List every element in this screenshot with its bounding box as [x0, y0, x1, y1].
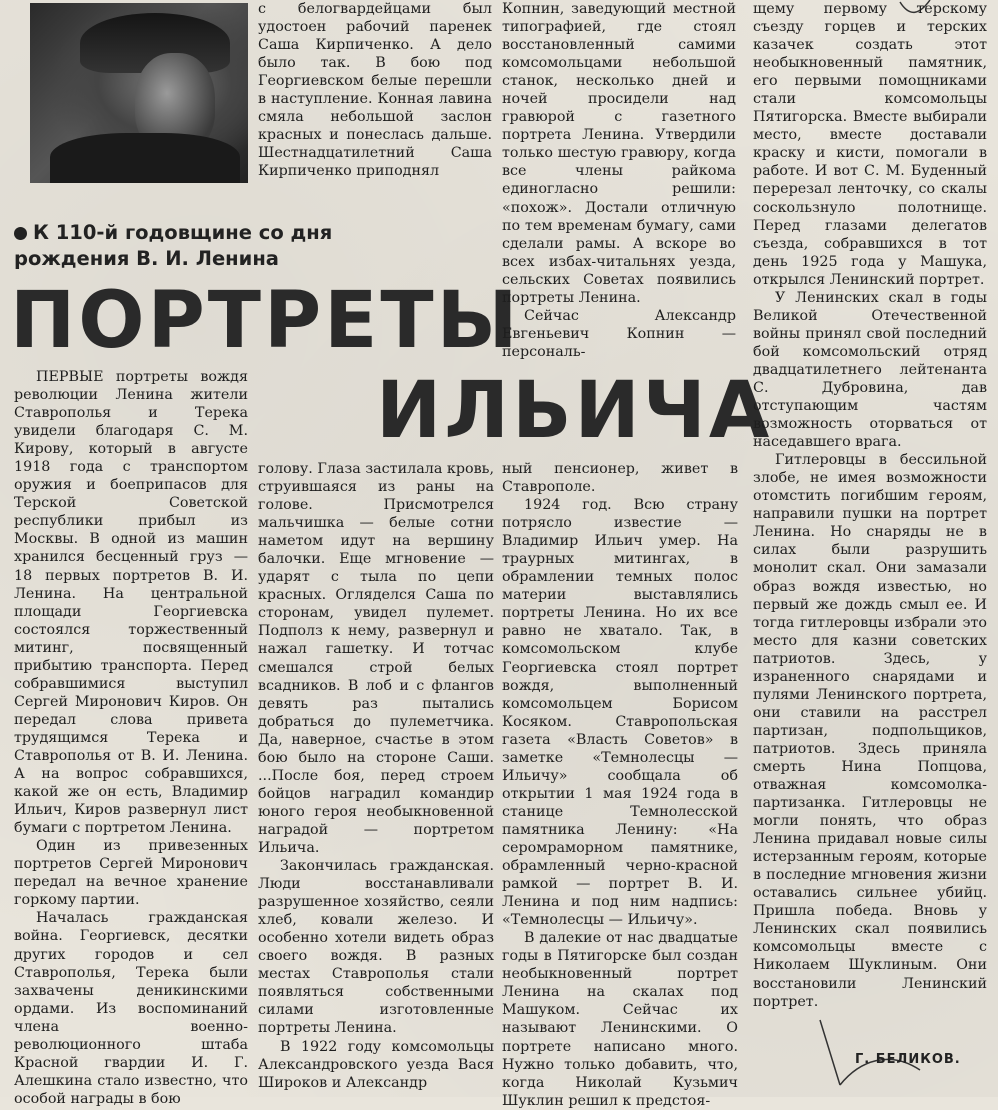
rubric-text: К 110-й годовщине со дня рождения В. И. Ленина	[14, 221, 333, 270]
article-rubric	[14, 220, 374, 272]
bullet-icon	[14, 227, 27, 240]
column-2-top	[258, 0, 492, 180]
column-3-bottom	[502, 460, 738, 1110]
paragraph: ПЕРВЫЕ портреты вождя революции Ленина жители Ставрополья и Терека увидели благодаря С. М. Кирову, который в августе 1918 года с транспортом оружия и боеприпасов для Терской Советской республики прибыл из Москвы. В одной из машин хранился бесценный груз — 18 первых портретов В. И. Ленина. На центральной площади Георгиевска состоялся торжественный митинг, посвященный прибытию транспорта. Перед собравшимися выступил Сергей Миронович Киров. Он передал слова привета трудящимся Терека и Ставрополья от В. И. Ленина. А на вопрос собравшихся, какой же он есть, Владимир Ильич, Киров развернул лист бумаги с портретом Ленина.	[14, 369, 248, 837]
paragraph: щему первому терскому съезду горцев и терских казачек создать этот необыкновенный памятник, его первыми помощниками стали комсомольцы Пятигорска. Вместе выбирали место, вместе доставали краску и кисти, помогали в работе. И вот С. М. Буденный перерезал ленточку, со скалы соскользнуло полотнище. Перед глазами делегатов съезда, собравшихся в тот день 1925 года у Машука, открылся Ленинский портрет.	[753, 1, 987, 288]
paragraph: В 1922 году комсомольцы Александровского уезда Вася Широков и Александр	[258, 1038, 494, 1091]
paragraph: Сейчас Александр Евгеньевич Копнин — персональ-	[502, 307, 736, 360]
photo-body-shape	[50, 133, 240, 183]
paragraph: Закончилась гражданская. Люди восстанавливали разрушенное хозяйство, сеяли хлеб, ковали железо. И особенно хотели видеть образ своего вождя. В разных местах Ставрополья стали появляться собственными силами изготовленные портреты Ленина.	[258, 858, 494, 1037]
paragraph: Копнин, заведующий местной типографией, где стоял восстановленный самими комсомольцами небольшой станок, несколько дней и ночей просидели над гравюрой с газетного портрета Ленина. Утвердили только шестую гравюру, когда все члены райкома единогласно решили: «похож». Достали отличную по тем временам бумагу, сами сделали рамы. А вскоре во всех избах-читальнях уезда, сельских Советах появились портреты Ленина.	[502, 1, 736, 306]
paragraph: Гитлеровцы в бессильной злобе, не имея возможности отомстить погибшим героям, направили пушки на портрет Ленина. Но снаряды не в силах были разрушить монолит скал. Они замазали образ вождя известью, но первый же дождь смыл ее. И тогда гитлеровцы избрали это место для казни советских патриотов. Здесь, у израненного снарядами и пулями Ленинского портрета, они ставили на расстрел партизан, подпольщиков, патриотов. Здесь приняла смерть Нина Попцова, отважная комсомолка-партизанка. Гитлеровцы не могли понять, что образ Ленина придавал новые силы истерзанным героям, которые в последние мгновения жизни оставались сильнее убийц. Пришла победа. Вновь у Ленинских скал появились комсомольцы вместе с Николаем Шуклиным. Они восстановили Ленинский портрет.	[753, 452, 987, 1010]
lenin-portrait-photo	[30, 3, 248, 183]
paragraph: В далекие от нас двадцатые годы в Пятигорске был создан необыкновенный портрет Ленина на скалах под Машуком. Сейчас их называют Ленинскими. О портрете написано много. Нужно только добавить, что, когда Николай Кузьмич Шуклин решил к предстоя-	[502, 930, 738, 1109]
column-4	[753, 0, 987, 1011]
column-3-top	[502, 0, 736, 361]
headline-line-1: ПОРТРЕТЫ	[10, 276, 521, 366]
paragraph: голову. Глаза застилала кровь, струившаяся из раны на голове. Присмотрелся мальчишка — белые сотни наметом идут на вершину балочки. Еще мгновение — ударят с тыла по цепи красных. Огляделся Саша по сторонам, увидел пулемет. Подполз к нему, развернул и нажал гашетку. И тотчас смешался строй белых всадников. В лоб и с флангов девять раз пытались добраться до пулеметчика. Да, наверное, счастье в этом бою было на стороне Саши. ...После боя, перед строем бойцов наградил командир юного героя необыкновенной наградой — портретом Ильича.	[258, 461, 494, 856]
headline-line-2: ИЛЬИЧА	[376, 366, 773, 456]
column-1	[14, 368, 248, 1108]
handwritten-mark	[810, 1010, 930, 1090]
author-signature: Г. БЕЛИКОВ.	[855, 1052, 961, 1067]
column-2-bottom	[258, 460, 494, 1092]
paragraph: 1924 год. Всю страну потрясло известие — Владимир Ильич умер. На траурных митингах, в обрамлении темных полос материи выставлялись портреты Ленина. Но их все равно не хватало. Так, в комсомольском клубе Георгиевска стоял портрет вождя, выполненный комсомольцем Борисом Косяком. Ставропольская газета «Власть Советов» в заметке «Темнолесцы — Ильичу» сообщала об открытии 1 мая 1924 года в станице Темнолесской памятника Ленину: «На серомраморном памятнике, обрамленный черно-красной рамкой — портрет В. И. Ленина и под ним надпись: «Темнолесцы — Ильичу».	[502, 497, 738, 929]
paragraph: У Ленинских скал в годы Великой Отечественной войны принял свой последний бой комсомольский отряд двадцатилетнего лейтенанта С. Дубровина, дав отступающим частям возможность оторваться от наседавшего врага.	[753, 289, 987, 451]
paragraph: ный пенсионер, живет в Ставрополе.	[502, 461, 738, 496]
paragraph: Один из привезенных портретов Сергей Миронович передал на вечное хранение горкому партии.	[14, 838, 248, 909]
paragraph: с белогвардейцами был удостоен рабочий паренек Саша Кирпиченко. А дело было так. В бою под Георгиевском белые перешли в наступление. Конная лавина смяла небольшой заслон красных и понеслась дальше. Шестнадцатилетний Саша Кирпиченко приподнял	[258, 1, 492, 180]
paragraph: Началась гражданская война. Георгиевск, десятки других городов и сел Ставрополья, Терека были захвачены деникинскими ордами. Из воспоминаний члена военно-революционного штаба Красной гвардии И. Г. Алешкина стало известно, что особой награды в бою	[14, 910, 248, 1107]
